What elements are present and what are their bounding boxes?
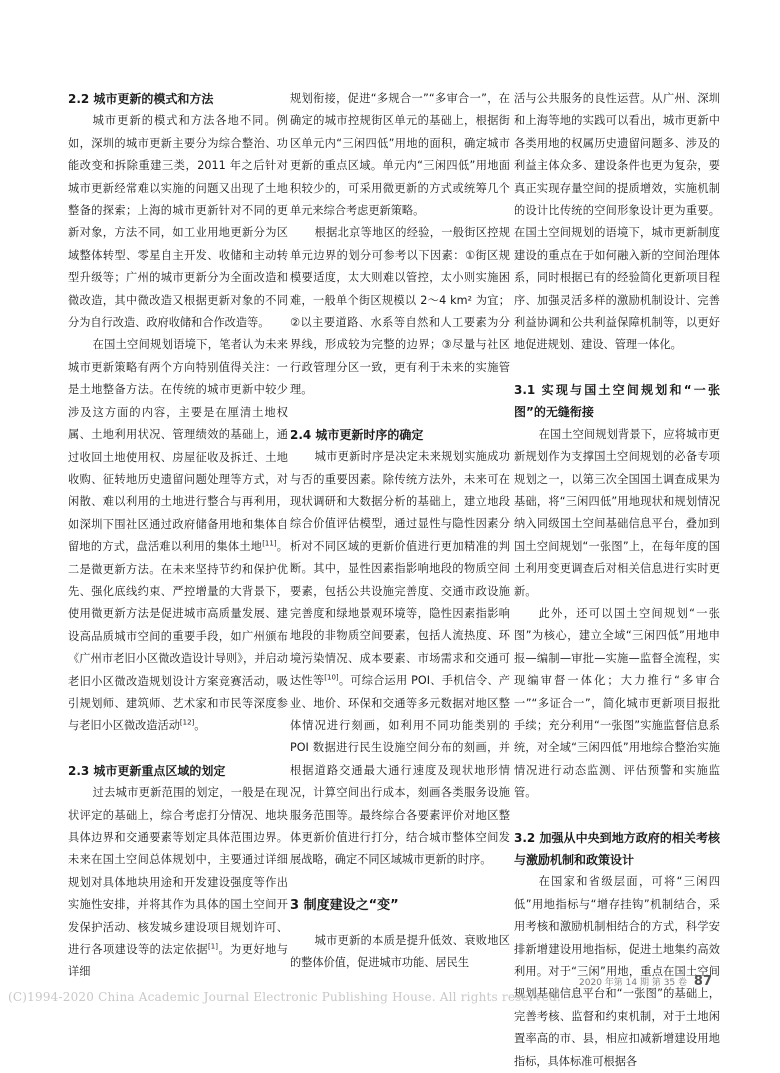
section-2-3-paragraph-1: [68, 782, 288, 984]
section-2-2-paragraph-1: 城市更新的模式和方法各地不同。例如，深圳的城市更新主要分为综合整治、功能改变和拆除重建三类，2011 年之后针对城市更新经常难以实施的问题又出现了土地整备的探索；上海的城市更新针对不同的更新对象，方法不同，如工业用地更新分为区域整体转型、零星自主开发、收储和主动转型升级等；广州的城市更新分为全面改造和微改造，其中微改造又根据更新对象的不同分为自行改造、政府收储和合作改造等。: [68, 114, 288, 330]
issue-label: 2020 年第 14 期 第 35 卷: [579, 978, 688, 988]
page-number: 87: [693, 974, 712, 989]
section-2-4-paragraph-1: [290, 446, 510, 872]
paragraph-text: 。为更好地与详细: [68, 943, 288, 979]
section-3-1-paragraph-1: 在国土空间规划背景下，应将城市更新规划作为支撑国土空间规划的必备专项规划之一，以第三次全国国土调查成果为基础，将“三闲四低”用地现状和规划情况纳入同级国土空间基础信息平台，叠加到国土空间规划“一张图”上，在每年度的国土利用变更调查后对相关信息进行实时更新。: [514, 427, 720, 598]
section-3-1-heading: 3.1 实现与国土空间规划和“一张图”的无缝衔接: [514, 382, 720, 420]
column-middle: [290, 88, 510, 975]
section-3-paragraph-1: 城市更新的本质是提升低效、衰败地区的整体价值，促进城市功能、居民生: [290, 933, 510, 970]
citation-ref: [11]: [262, 539, 277, 548]
section-2-4-heading: 2.4 城市更新时序的确定: [290, 427, 424, 442]
paragraph-text: 过去城市更新范围的划定，一般是在现状评定的基础上，综合考虑打分情况、地块具体边界和交通要素等划定具体范围边界。未来在国土空间总体规划中，主要通过详细规划对具体地块用途和开发建设强度等作出实施性安排，并将其作为具体的国土空间开发保护活动、核发城乡建设项目规划许可、进行各项建设等的法定依据: [68, 786, 288, 957]
paragraph-text: 。二是微更新方法。在未来坚持节约和保护优先、强化底线约束、严控增量的大背景下，使用微更新方法是促进城市高质量发展、建设高品质城市空间的重要手段，如广州颁布《广州市老旧小区微改造设计导则》，并启动老旧小区微改造规划设计方案竞赛活动，吸引规划师、建筑师、艺术家和市民等深度参与老旧小区微改造活动: [68, 540, 288, 733]
page-footer: [579, 974, 712, 989]
section-2-3-heading: 2.3 城市更新重点区域的划定: [68, 763, 226, 778]
column-right: [514, 88, 720, 1073]
citation-ref: [10]: [324, 673, 339, 682]
section-2-2-heading: 2.2 城市更新的模式和方法: [68, 92, 214, 106]
section-2-3-paragraph-2: 根据北京等地区的经验，一般街区控规单元边界的划分可参考以下因素：①街区规模要适度，太大则难以管控，太小则实施困难，一般单个街区规模以 2～4 km² 为宜；②以主要道路、水系等自然和人工要素为分界线，形成较为完整的边界；③尽量与社区行政管理分区一致，更有利于未来的实施管理。: [290, 226, 510, 397]
section-3-continued: 活与公共服务的良性运营。从广州、深圳和上海等地的实践可以看出，城市更新中各类用地的权属历史遗留问题多、涉及的利益主体众多、建设条件也更为复杂，要真正实现存量空间的提质增效，实施机制的设计比传统的空间形象设计更为重要。在国土空间规划的语境下，城市更新制度建设的重点在于如何融入新的空间治理体系，同时根据已有的经验简化更新项目程序、加强灵活多样的激励机制设计、完善利益协调和公共利益保障机制等，以更好地促进规划、建设、管理一体化。: [514, 92, 720, 352]
section-2-2-paragraph-2: [68, 334, 288, 737]
citation-ref: [12]: [179, 718, 195, 727]
citation-ref: [1]: [208, 942, 218, 951]
section-2-3-continued: 规划衔接，促进“多规合一”“多审合一”，在确定的城市控规街区单元的基础上，根据街区单元内“三闲四低”用地的面积，确定城市更新的重点区域。单元内“三闲四低”用地面积较少的，可采用微更新的方式或统筹几个单元来综合考虑更新策略。: [290, 92, 510, 218]
copyright-watermark: (C)1994-2020 China Academic Journal Electronic Publishing House. All rights reserved.: [8, 990, 561, 1004]
paragraph-text: 在国土空间规划语境下，笔者认为未来城市更新策略有两个方向特别值得关注：一是土地整备方法。在传统的城市更新中较少涉及这方面的内容，主要是在厘清土地权属、土地利用状况、管理绩效的基础上，通过收回土地使用权、房屋征收及拆迁、土地收购、征转地历史遗留问题处理等方式，对闲散、难以利用的土地进行整合与再利用，如深圳下围社区通过政府储备用地和集体自留地的方式，盘活难以利用的集体土地: [68, 338, 288, 554]
column-left: [68, 88, 288, 984]
section-3-2-paragraph-1: 在国家和省级层面，可将“三闲四低”用地指标与“增存挂钩”机制结合，采用考核和激励机制相结合的方式，科学安排新增建设用地指标，促进土地集约高效利用。对于“三闲”用地，重点在国土空间规划基础信息平台和“一张图”的基础上，完善考核、监督和约束机制，对于土地闲置率高的市、县，相应扣减新增建设用地指标，具体标准可根据各: [514, 875, 720, 1068]
paragraph-text: 。: [194, 719, 206, 733]
paragraph-text: 城市更新时序是决定未来规划实施成功与否的重要因素。除传统方法外，未来可在现状调研和大数据分析的基础上，建立地段综合价值评估模型，通过显性与隐性因素分析对不同区域的更新价值进行更加精准的判断。其中，显性因素指影响地段的物质空间要素，包括公共设施完善度、交通市政设施完善度和绿地景观环境等，隐性因素指影响地段的非物质空间要素，包括人流热度、环境污染情况、成本要素、市场需求和交通可达性等: [290, 450, 510, 688]
paragraph-text: 。可综合运用 POI、手机信令、产业、地价、环保和交通等多元数据对地区整体情况进行刻画，如利用不同功能类别的 POI 数据进行民生设施空间分布的刻画，并根据道路交通最大通行速度及现状地形情况，计算空间出行成本，刻画各类服务设施服务范围等。最终综合各要素评价对地区整体更新价值进行打分，结合城市整体空间发展战略，确定不同区域城市更新的时序。: [290, 674, 510, 867]
section-3-1-paragraph-2: 此外，还可以国土空间规划“一张图”为核心，建立全域“三闲四低”用地申报—编制—审批—实施—监督全流程，实现编审督一体化；大力推行“多审合一”“多证合一”，简化城市更新项目报批手续；充分利用“一张图”实施监督信息系统，对全域“三闲四低”用地综合整治实施情况进行动态监测、评估预警和实施监管。: [514, 606, 720, 800]
section-3-2-heading: 3.2 加强从中央到地方政府的相关考核与激励机制和政策设计: [514, 830, 720, 867]
section-3-heading: 3 制度建设之“变”: [290, 897, 399, 913]
